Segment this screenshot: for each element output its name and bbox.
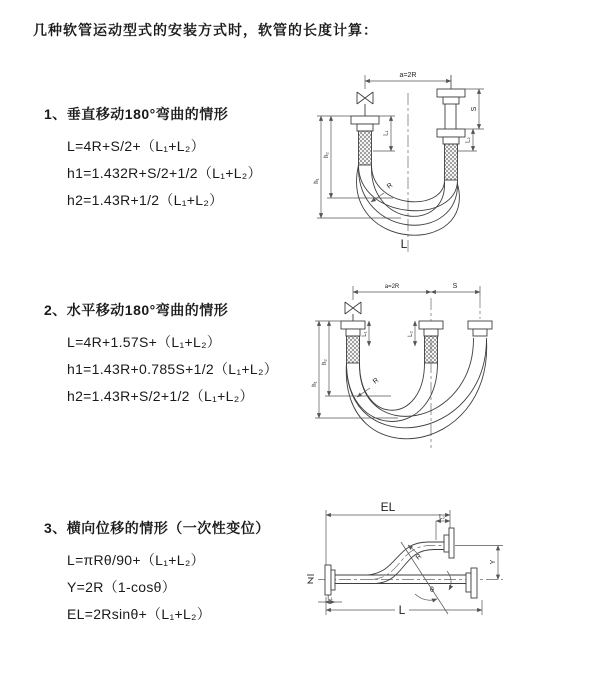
formula-length: L=4R+S/2+（L₁+L₂） xyxy=(67,138,205,154)
dimension-s xyxy=(431,283,480,292)
valve-icon xyxy=(345,302,361,321)
section-3-heading: 3、横向位移的情形（一次性变位） xyxy=(44,520,270,536)
svg-text:L₂: L₂ xyxy=(408,331,414,337)
svg-text:L₁: L₁ xyxy=(327,595,333,602)
svg-text:L: L xyxy=(398,603,406,617)
flange xyxy=(471,568,477,598)
diagram-lateral-displacement xyxy=(298,492,600,662)
flange xyxy=(351,116,379,124)
left-pipe xyxy=(341,321,365,363)
formula-h1: h1=1.43R+0.785S+1/2（L₁+L₂） xyxy=(67,361,278,377)
svg-text:EL: EL xyxy=(380,500,396,514)
svg-text:h₂: h₂ xyxy=(322,359,328,365)
length-label: L xyxy=(400,237,408,251)
formula-length: L=πRθ/90+（L₁+L₂） xyxy=(67,552,205,568)
svg-text:L₂: L₂ xyxy=(465,137,472,143)
diagram-vertical-u-bend xyxy=(303,63,595,265)
radius-callout xyxy=(371,182,394,202)
svg-text:L₂: L₂ xyxy=(439,514,445,521)
dimension-a2r xyxy=(365,72,451,89)
formula-h2: h2=1.43R+S/2+1/2（L₁+L₂） xyxy=(67,388,254,404)
formula-el: EL=2Rsinθ+（L₁+L₂） xyxy=(67,606,212,622)
middle-pipe xyxy=(419,321,443,363)
svg-text:Y: Y xyxy=(490,559,497,565)
svg-text:h₁: h₁ xyxy=(312,381,318,387)
svg-text:h₂: h₂ xyxy=(324,152,330,158)
valve-icon xyxy=(357,92,373,116)
radius-callout xyxy=(357,377,380,397)
formula-y: Y=2R（1-cosθ） xyxy=(67,579,177,595)
section-3-formulas xyxy=(67,547,314,628)
flange-hub xyxy=(466,573,471,592)
centerline-mark xyxy=(307,575,314,583)
flange-hub xyxy=(443,97,459,104)
flange xyxy=(341,321,365,329)
hose-u-bend xyxy=(346,338,486,439)
dimension-l1 xyxy=(318,596,342,603)
svg-text:R: R xyxy=(371,376,381,386)
section-1-formulas xyxy=(67,133,314,214)
angle-theta xyxy=(401,542,451,614)
dimension-l xyxy=(326,597,482,617)
braided-hose xyxy=(425,336,438,363)
formula-h2: h2=1.43R+1/2（L₁+L₂） xyxy=(67,192,224,208)
flange-hub xyxy=(473,329,487,336)
page-title: 几种软管运动型式的安装方式时，软管的长度计算： xyxy=(33,22,378,38)
braided-hose xyxy=(359,131,372,165)
section-vertical-movement xyxy=(44,104,314,214)
svg-text:R: R xyxy=(414,552,424,562)
flange xyxy=(468,321,492,329)
svg-text:h₁: h₁ xyxy=(314,178,320,184)
diagram-horizontal-u-bend xyxy=(303,276,595,464)
section-2-formulas xyxy=(67,329,314,410)
original-position-pipe xyxy=(335,568,477,598)
braided-hose xyxy=(445,144,458,180)
svg-text:θ: θ xyxy=(430,587,434,594)
section-lateral-displacement xyxy=(44,518,314,628)
dimension-s xyxy=(465,89,484,129)
formula-length: L=4R+1.57S+（L₁+L₂） xyxy=(67,334,222,350)
flange xyxy=(437,129,465,137)
left-pipe xyxy=(351,116,379,165)
flange xyxy=(449,528,454,558)
dimension-l2 xyxy=(408,321,415,346)
section-horizontal-movement xyxy=(44,300,314,410)
flange xyxy=(437,89,465,97)
svg-text:S: S xyxy=(452,283,458,290)
left-flange xyxy=(325,565,335,595)
svg-text:a=2R: a=2R xyxy=(384,284,400,290)
flange-hub xyxy=(443,137,459,144)
flange xyxy=(325,565,331,595)
right-pipe xyxy=(437,75,465,180)
svg-text:S: S xyxy=(471,106,478,112)
section-1-heading: 1、垂直移动180°弯曲的情形 xyxy=(44,106,229,122)
svg-text:a=2R: a=2R xyxy=(399,72,417,79)
flange-hub xyxy=(444,535,449,552)
braided-hose xyxy=(347,336,360,363)
formula-h1: h1=1.432R+S/2+1/2（L₁+L₂） xyxy=(67,165,262,181)
flange-hub xyxy=(357,124,373,131)
dimension-y xyxy=(455,546,503,580)
svg-text:L₁: L₁ xyxy=(383,130,390,136)
flange-hub xyxy=(424,329,438,336)
flange-hub xyxy=(331,570,335,590)
flange xyxy=(419,321,443,329)
svg-text:L₁: L₁ xyxy=(362,331,368,337)
right-pipe xyxy=(468,321,492,336)
flange-hub xyxy=(346,329,360,336)
section-2-heading: 2、水平移动180°弯曲的情形 xyxy=(44,302,229,318)
svg-text:R: R xyxy=(385,181,395,191)
dimension-el xyxy=(326,500,450,565)
